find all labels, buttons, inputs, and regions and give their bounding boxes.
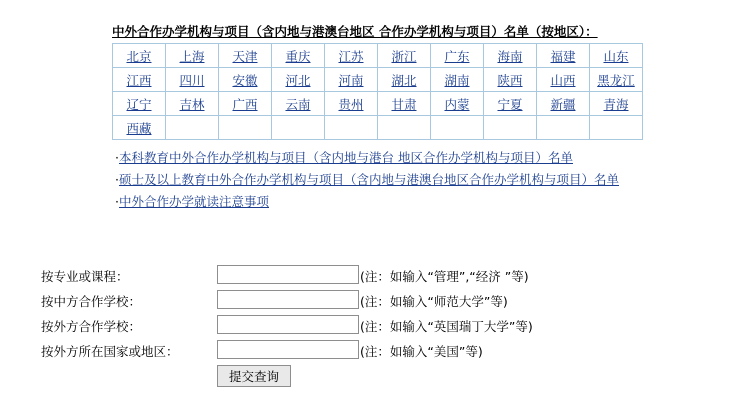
region-link[interactable]: 陕西 bbox=[497, 72, 523, 88]
region-cell bbox=[219, 92, 272, 116]
region-cell bbox=[166, 116, 219, 140]
region-cell bbox=[431, 68, 484, 92]
region-link[interactable]: 云南 bbox=[285, 96, 311, 112]
region-link[interactable]: 海南 bbox=[497, 48, 523, 64]
region-link[interactable]: 浙江 bbox=[391, 48, 417, 64]
region-cell bbox=[484, 44, 537, 68]
region-cell bbox=[378, 68, 431, 92]
region-cell bbox=[484, 92, 537, 116]
major-label: 按专业或课程： bbox=[41, 269, 129, 284]
region-cell bbox=[378, 44, 431, 68]
region-link[interactable]: 湖南 bbox=[444, 72, 470, 88]
undergrad-list-link[interactable]: 本科教育中外合作办学机构与项目（含内地与港台 地区合作办学机构与项目）名单 bbox=[118, 150, 573, 165]
submit-query-button[interactable]: 提交查询 bbox=[217, 365, 291, 387]
bullet: · bbox=[115, 150, 119, 165]
region-cell bbox=[219, 44, 272, 68]
region-link[interactable]: 上海 bbox=[179, 48, 205, 64]
search-row-foreign-school bbox=[0, 315, 744, 335]
country-label: 按外方所在国家或地区： bbox=[41, 344, 179, 359]
region-cell bbox=[166, 92, 219, 116]
country-input[interactable] bbox=[217, 340, 359, 359]
region-cell bbox=[272, 116, 325, 140]
region-cell bbox=[272, 44, 325, 68]
region-cell bbox=[325, 44, 378, 68]
region-link[interactable]: 山东 bbox=[603, 48, 629, 64]
region-link[interactable]: 山西 bbox=[550, 72, 576, 88]
region-link[interactable]: 湖北 bbox=[391, 72, 417, 88]
region-cell bbox=[590, 68, 643, 92]
region-cell bbox=[272, 68, 325, 92]
region-cell bbox=[537, 116, 590, 140]
link-row-undergrad bbox=[115, 147, 635, 169]
region-cell bbox=[431, 44, 484, 68]
search-row-major bbox=[0, 265, 744, 285]
country-note: (注：如输入“美国”等) bbox=[360, 344, 483, 359]
region-link[interactable]: 广西 bbox=[232, 96, 258, 112]
region-cell bbox=[325, 92, 378, 116]
link-row-notes bbox=[115, 191, 635, 213]
bullet: · bbox=[115, 172, 119, 187]
region-cell bbox=[431, 116, 484, 140]
region-link[interactable]: 福建 bbox=[550, 48, 576, 64]
region-cell bbox=[537, 44, 590, 68]
region-link[interactable]: 吉林 bbox=[179, 96, 205, 112]
link-row-graduate bbox=[115, 169, 635, 191]
region-link[interactable]: 天津 bbox=[232, 48, 258, 64]
region-cell bbox=[537, 68, 590, 92]
region-cell bbox=[166, 44, 219, 68]
search-row-chinese-school bbox=[0, 290, 744, 310]
region-cell bbox=[219, 68, 272, 92]
region-link[interactable]: 贵州 bbox=[338, 96, 364, 112]
region-link[interactable]: 北京 bbox=[126, 48, 152, 64]
region-link[interactable]: 河北 bbox=[285, 72, 311, 88]
study-notes-link[interactable]: 中外合作办学就读注意事项 bbox=[118, 194, 269, 209]
region-cell bbox=[590, 44, 643, 68]
region-row bbox=[113, 92, 643, 116]
bullet: · bbox=[115, 194, 119, 209]
region-row bbox=[113, 116, 643, 140]
region-link[interactable]: 青海 bbox=[603, 96, 629, 112]
region-cell bbox=[166, 68, 219, 92]
region-cell bbox=[378, 116, 431, 140]
region-cell bbox=[590, 116, 643, 140]
region-cell bbox=[590, 92, 643, 116]
region-cell bbox=[272, 92, 325, 116]
region-link[interactable]: 内蒙 bbox=[444, 96, 470, 112]
region-link[interactable]: 河南 bbox=[338, 72, 364, 88]
region-cell bbox=[378, 92, 431, 116]
region-row bbox=[113, 68, 643, 92]
region-cell bbox=[113, 44, 166, 68]
chinese-school-note: (注：如输入“师范大学”等) bbox=[360, 294, 508, 309]
region-table bbox=[112, 43, 643, 140]
region-link[interactable]: 新疆 bbox=[550, 96, 576, 112]
major-input[interactable] bbox=[217, 265, 359, 284]
region-cell bbox=[325, 68, 378, 92]
region-row bbox=[113, 44, 643, 68]
major-note: (注：如输入“管理”,“经济 ”等) bbox=[360, 269, 529, 284]
foreign-school-input[interactable] bbox=[217, 315, 359, 334]
region-cell bbox=[325, 116, 378, 140]
graduate-list-link[interactable]: 硕士及以上教育中外合作办学机构与项目（含内地与港澳台地区合作办学机构与项目）名单 bbox=[118, 172, 619, 187]
region-cell bbox=[113, 116, 166, 140]
search-row-country bbox=[0, 340, 744, 360]
region-cell bbox=[113, 68, 166, 92]
region-link[interactable]: 江西 bbox=[126, 72, 152, 88]
region-cell bbox=[484, 68, 537, 92]
region-cell bbox=[484, 116, 537, 140]
foreign-school-note: (注：如输入“英国瑞丁大学”等) bbox=[360, 319, 533, 334]
region-cell bbox=[537, 92, 590, 116]
foreign-school-label: 按外方合作学校： bbox=[41, 319, 142, 334]
region-link[interactable]: 安徽 bbox=[232, 72, 258, 88]
region-link[interactable]: 重庆 bbox=[285, 48, 311, 64]
region-link[interactable]: 宁夏 bbox=[497, 96, 523, 112]
region-link[interactable]: 辽宁 bbox=[126, 96, 152, 112]
region-link[interactable]: 黑龙江 bbox=[597, 72, 635, 88]
region-cell bbox=[219, 116, 272, 140]
chinese-school-input[interactable] bbox=[217, 290, 359, 309]
region-link[interactable]: 四川 bbox=[179, 72, 205, 88]
region-link[interactable]: 西藏 bbox=[126, 120, 152, 136]
region-link[interactable]: 江苏 bbox=[338, 48, 364, 64]
chinese-school-label: 按中方合作学校： bbox=[41, 294, 142, 309]
region-cell bbox=[113, 92, 166, 116]
page-title: 中外合作办学机构与项目（含内地与港澳台地区 合作办学机构与项目）名单（按地区）： bbox=[112, 24, 598, 39]
related-links bbox=[115, 147, 635, 213]
region-cell bbox=[431, 92, 484, 116]
region-link[interactable]: 甘肃 bbox=[391, 96, 417, 112]
region-link[interactable]: 广东 bbox=[444, 48, 470, 64]
